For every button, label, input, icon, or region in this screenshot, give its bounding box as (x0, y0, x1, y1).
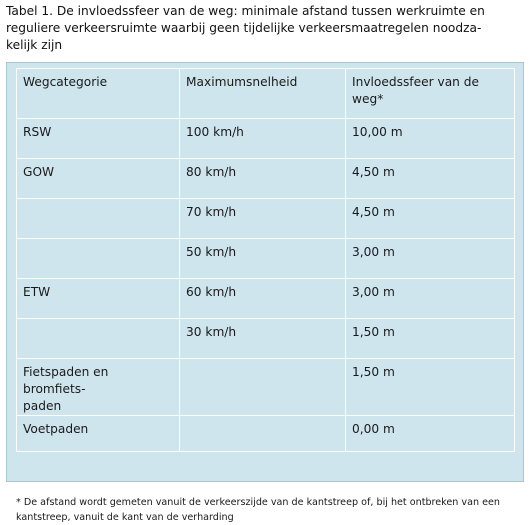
cell-category-line-1: Fietspaden en bromfiets- (23, 365, 109, 396)
cell-category (17, 359, 180, 416)
table-row (17, 319, 515, 359)
header-maximumsnelheid: Maximumsnelheid (180, 69, 346, 119)
cell-distance: 1,50 m (346, 319, 515, 359)
caption-line-2: reguliere verkeersruimte waarbij geen tijdelijke verkeersmaatregelen noodza- (6, 21, 482, 35)
table-header-row (17, 69, 515, 119)
cell-speed: 80 km/h (180, 159, 346, 199)
cell-distance: 1,50 m (346, 359, 515, 416)
cell-distance: 3,00 m (346, 279, 515, 319)
cell-distance: 10,00 m (346, 119, 515, 159)
cell-category: RSW (17, 119, 180, 159)
table-row (17, 159, 515, 199)
cell-category (17, 319, 180, 359)
table-row (17, 199, 515, 239)
footnote-line-2: kantstreep, vanuit de kant van de verharding (16, 512, 234, 523)
cell-distance: 0,00 m (346, 416, 515, 452)
table-row (17, 416, 515, 452)
cell-speed (180, 416, 346, 452)
cell-category: ETW (17, 279, 180, 319)
cell-speed: 60 km/h (180, 279, 346, 319)
cell-distance: 3,00 m (346, 239, 515, 279)
header-invloedssfeer-line-2: weg* (352, 92, 384, 106)
cell-speed: 100 km/h (180, 119, 346, 159)
caption-line-1: Tabel 1. De invloedssfeer van de weg: minimale afstand tussen werkruimte en (6, 4, 485, 18)
cell-speed: 50 km/h (180, 239, 346, 279)
caption-line-3: kelijk zijn (6, 38, 63, 52)
table-panel (6, 62, 524, 523)
table-caption (6, 3, 526, 54)
cell-distance: 4,50 m (346, 199, 515, 239)
table-footnote (16, 495, 516, 525)
table-row (17, 119, 515, 159)
cell-speed (180, 359, 346, 416)
header-wegcategorie: Wegcategorie (17, 69, 180, 119)
cell-category (17, 199, 180, 239)
influence-zone-table (16, 68, 515, 452)
table-row (17, 279, 515, 319)
table-row (17, 359, 515, 416)
footnote-line-1: * De afstand wordt gemeten vanuit de verkeerszijde van de kantstreep of, bij het ontbreken van een (16, 497, 500, 508)
cell-category (17, 239, 180, 279)
cell-category: GOW (17, 159, 180, 199)
cell-distance: 4,50 m (346, 159, 515, 199)
cell-speed: 70 km/h (180, 199, 346, 239)
cell-category: Voetpaden (17, 416, 180, 452)
header-invloedssfeer (346, 69, 515, 119)
header-invloedssfeer-line-1: Invloedssfeer van de (352, 75, 479, 89)
cell-speed: 30 km/h (180, 319, 346, 359)
cell-category-line-2: paden (23, 399, 62, 413)
table-row (17, 239, 515, 279)
